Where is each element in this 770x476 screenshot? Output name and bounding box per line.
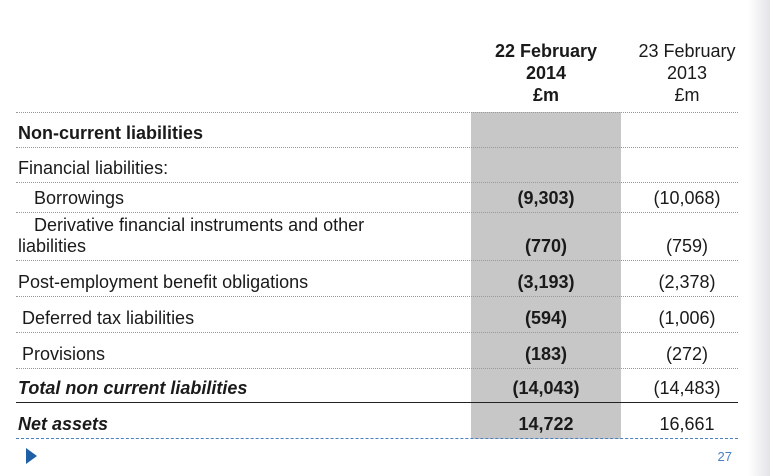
table-row (16, 112, 738, 148)
table-row (16, 261, 738, 297)
value-current: (770) (524, 236, 568, 256)
row-label: Total non current liabilities (18, 378, 248, 398)
value-current: 14,722 (518, 414, 574, 434)
table-row (16, 147, 738, 183)
table-row-total (16, 369, 738, 402)
table-row (16, 333, 738, 369)
value-previous: (10,068) (653, 188, 721, 208)
header-current-year (471, 40, 621, 106)
row-label: Post-employment benefit obligations (18, 272, 309, 292)
value-current: (9,303) (517, 188, 575, 208)
row-label: Non-current liabilities (18, 123, 204, 143)
table-row (16, 213, 738, 261)
header-previous-year (612, 40, 762, 106)
value-previous: (272) (665, 344, 709, 364)
row-label: Derivative financial instruments and other (34, 215, 365, 235)
value-previous: (2,378) (658, 272, 716, 292)
page-number: 27 (717, 449, 732, 464)
table-row (16, 297, 738, 333)
header-current-unit: £m (532, 85, 559, 105)
next-slide-arrow-icon[interactable] (26, 448, 37, 464)
value-previous: 16,661 (659, 414, 715, 434)
value-current: (594) (524, 308, 568, 328)
row-label: Borrowings (34, 188, 125, 208)
value-current: (14,043) (512, 378, 580, 398)
row-label: Deferred tax liabilities (22, 308, 195, 328)
row-label-continued: liabilities (18, 236, 87, 256)
header-previous-year-number: 2013 (666, 63, 708, 83)
value-previous: (14,483) (653, 378, 721, 398)
header-current-date: 22 February (494, 41, 598, 61)
table-row-net-assets (16, 402, 738, 439)
row-label: Provisions (22, 344, 106, 364)
row-label: Financial liabilities: (18, 158, 169, 178)
header-current-year-number: 2014 (525, 63, 567, 83)
header-previous-date: 23 February (638, 41, 736, 61)
value-previous: (1,006) (658, 308, 716, 328)
table-row (16, 183, 738, 213)
value-current: (3,193) (517, 272, 575, 292)
value-previous: (759) (665, 236, 709, 256)
value-current: (183) (524, 344, 568, 364)
row-label: Net assets (18, 414, 109, 434)
header-previous-unit: £m (674, 85, 700, 105)
